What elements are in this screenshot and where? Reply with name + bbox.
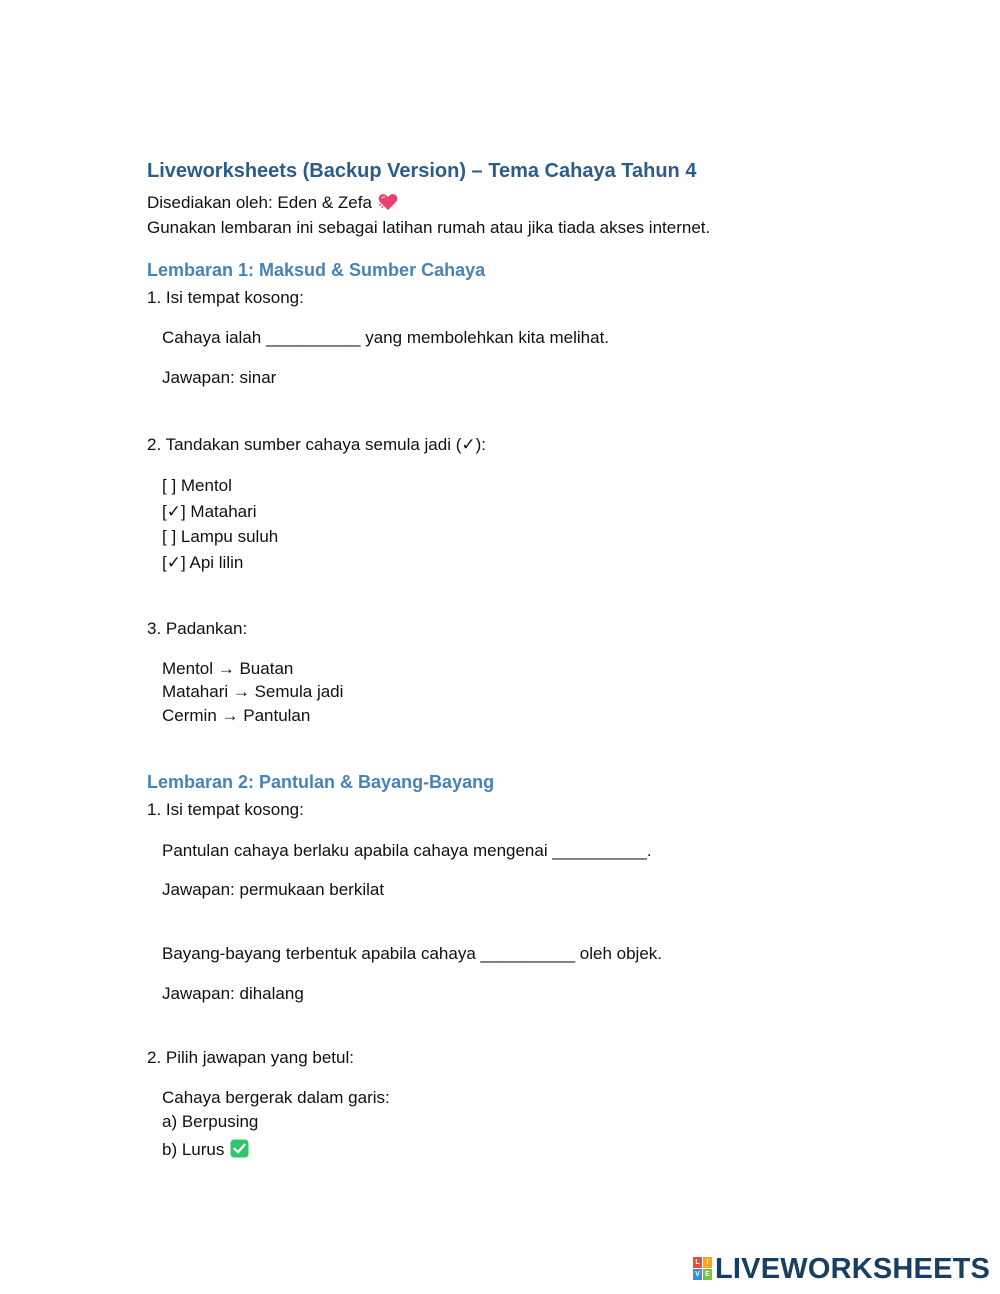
- sheet2-q2-option-a: a) Berpusing: [162, 1112, 259, 1131]
- page-title: Liveworksheets (Backup Version) – Tema Cahaya Tahun 4: [147, 160, 697, 182]
- logo-block: E: [703, 1269, 712, 1280]
- brand-name: LIVEWORKSHEETS: [715, 1253, 991, 1285]
- sheet2-q1-sentence-b: Bayang-bayang terbentuk apabila cahaya __________ oleh objek.: [162, 944, 663, 963]
- prepared-by-text: Disediakan oleh: Eden & Zefa: [147, 193, 372, 212]
- sheet1-q1-sentence: Cahaya ialah __________ yang membolehkan kita melihat.: [162, 328, 610, 347]
- prepared-by: [147, 193, 398, 214]
- check-mark-icon: [230, 1139, 249, 1161]
- sheet1-q3-pair: Matahari → Semula jadi: [162, 682, 344, 701]
- sheet2-q1-label: 1. Isi tempat kosong:: [147, 800, 304, 819]
- sheet2-q2-option-b: [162, 1139, 249, 1161]
- sheet1-q3-label: 3. Padankan:: [147, 619, 248, 638]
- sheet1-heading: Lembaran 1: Maksud & Sumber Cahaya: [147, 260, 486, 280]
- sheet2-q1-answer-a: Jawapan: permukaan berkilat: [162, 880, 385, 899]
- heart-icon: [378, 193, 398, 214]
- logo-block: L: [693, 1257, 702, 1268]
- sheet1-q1-label: 1. Isi tempat kosong:: [147, 288, 304, 307]
- sheet2-q2-label: 2. Pilih jawapan yang betul:: [147, 1048, 354, 1067]
- sheet2-heading: Lembaran 2: Pantulan & Bayang-Bayang: [147, 772, 495, 792]
- instructions-text: Gunakan lembaran ini sebagai latihan rumah atau jika tiada akses internet.: [147, 218, 711, 237]
- sheet2-q1-sentence-a: Pantulan cahaya berlaku apabila cahaya mengenai __________.: [162, 841, 652, 860]
- sheet1-q2-option: [✓] Matahari: [162, 502, 257, 521]
- sheet1-q3-pair: Cermin → Pantulan: [162, 706, 311, 725]
- sheet2-q1-answer-b: Jawapan: dihalang: [162, 984, 304, 1003]
- sheet1-q2-option: [ ] Lampu suluh: [162, 527, 279, 546]
- sheet1-q2-label: 2. Tandakan sumber cahaya semula jadi (✓):: [147, 435, 486, 454]
- sheet1-q3-pair: Mentol → Buatan: [162, 659, 294, 678]
- sheet1-q2-option: [✓] Api lilin: [162, 553, 244, 572]
- logo-block: I: [703, 1257, 712, 1268]
- logo-block: V: [693, 1269, 702, 1280]
- sheet1-q2-option: [ ] Mentol: [162, 476, 232, 495]
- sheet2-q2-stem: Cahaya bergerak dalam garis:: [162, 1088, 390, 1107]
- sheet1-q1-answer: Jawapan: sinar: [162, 368, 277, 387]
- logo-blocks-icon: [693, 1257, 713, 1281]
- sheet2-q2-option-b-text: b) Lurus: [162, 1140, 225, 1159]
